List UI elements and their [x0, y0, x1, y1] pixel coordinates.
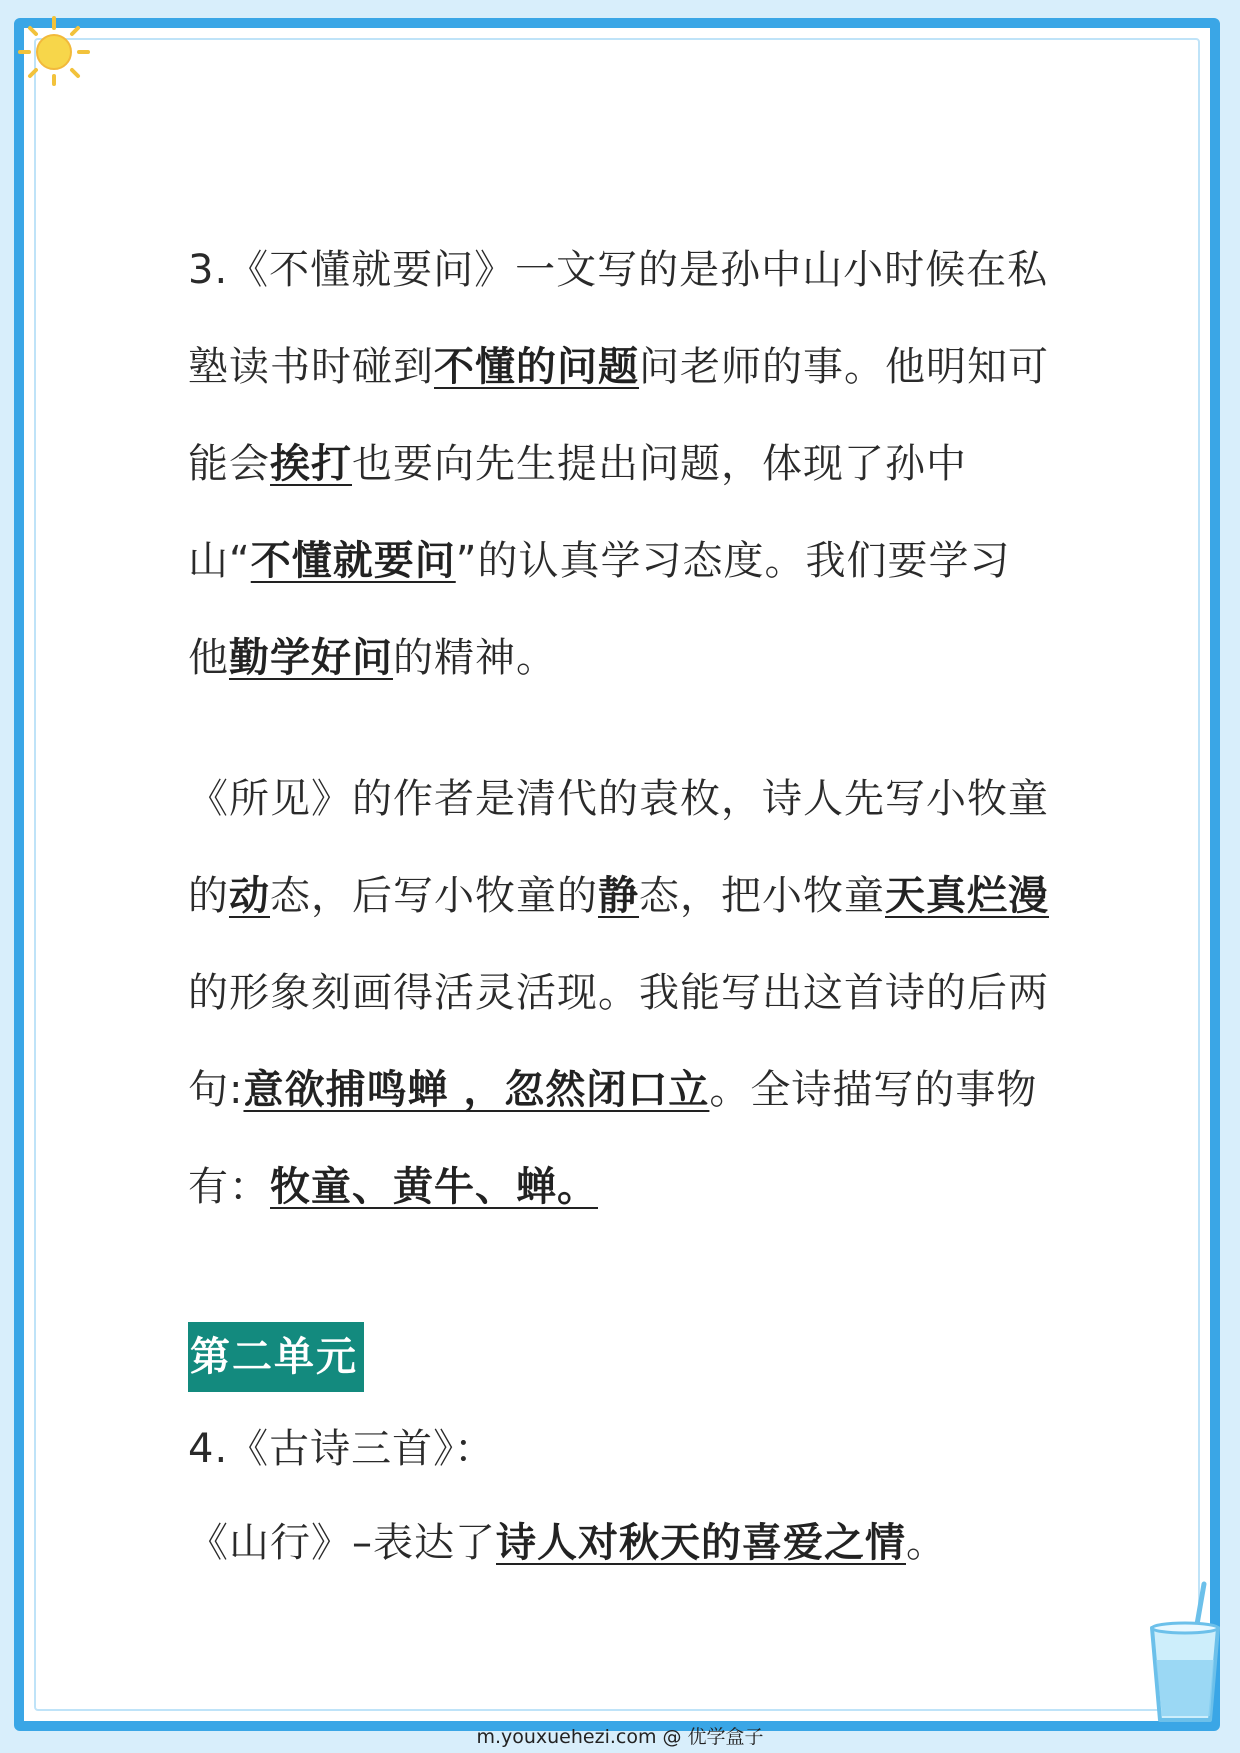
document-body: [188, 222, 1050, 1570]
highlight-term: 不懂的问题: [434, 344, 639, 390]
highlight-term: 诗人对秋天的喜爱之情: [496, 1520, 906, 1566]
text-segment: 。: [906, 1520, 947, 1566]
paragraph-suo-jian: [188, 751, 1050, 1236]
text-segment: 《山行》–表达了: [188, 1520, 496, 1566]
sun-icon: [14, 10, 94, 90]
text-segment: 。全诗描写的事物有：: [188, 1067, 1038, 1210]
highlight-term: 不懂就要问: [250, 538, 456, 584]
text-segment: 的精神。: [393, 635, 557, 681]
item-heading-gu-shi-san-shou: 4.《古诗三首》：: [188, 1426, 496, 1472]
text-segment: 的形象刻画得活灵活现。我能写出这首诗的后两句:: [188, 970, 1049, 1113]
text-segment: 问老师的事。他明知可能会: [188, 344, 1049, 487]
highlight-term: 勤学好问: [229, 635, 393, 681]
highlight-term: 静: [598, 873, 639, 919]
text-segment: 态，后写小牧童的: [270, 873, 598, 919]
highlight-term: 天真烂漫: [885, 873, 1049, 919]
text-segment: 态，把小牧童: [639, 873, 885, 919]
highlight-term: 牧童、黄牛、蝉。: [270, 1164, 598, 1210]
highlight-term: 动: [229, 873, 270, 919]
text-segment: 3.《不懂就要问》一文写的是孙中山小时候在私塾读书时碰到: [188, 247, 1049, 390]
highlight-term: 挨打: [270, 441, 352, 487]
text-segment: 也要向先生提出问题，体现了孙中山“: [188, 441, 967, 584]
text-segment: 《所见》的作者是清代的袁枚，诗人先写小牧童的: [188, 776, 1049, 919]
section-heading-unit-two: 第二单元: [188, 1322, 364, 1392]
drink-cup-icon: [1144, 1578, 1226, 1728]
highlight-term: 意欲捕鸣蝉 ，忽然闭口立: [243, 1067, 710, 1113]
poem-line-shan-xing: [188, 1516, 1050, 1570]
text-segment: ”的认真学习态度。我们要学习他: [188, 538, 1011, 681]
footer-watermark: m.youxuehezi.com @ 优学盒子: [476, 1726, 764, 1748]
paragraph-bu-dong-jiu-yao-wen: [188, 222, 1050, 707]
